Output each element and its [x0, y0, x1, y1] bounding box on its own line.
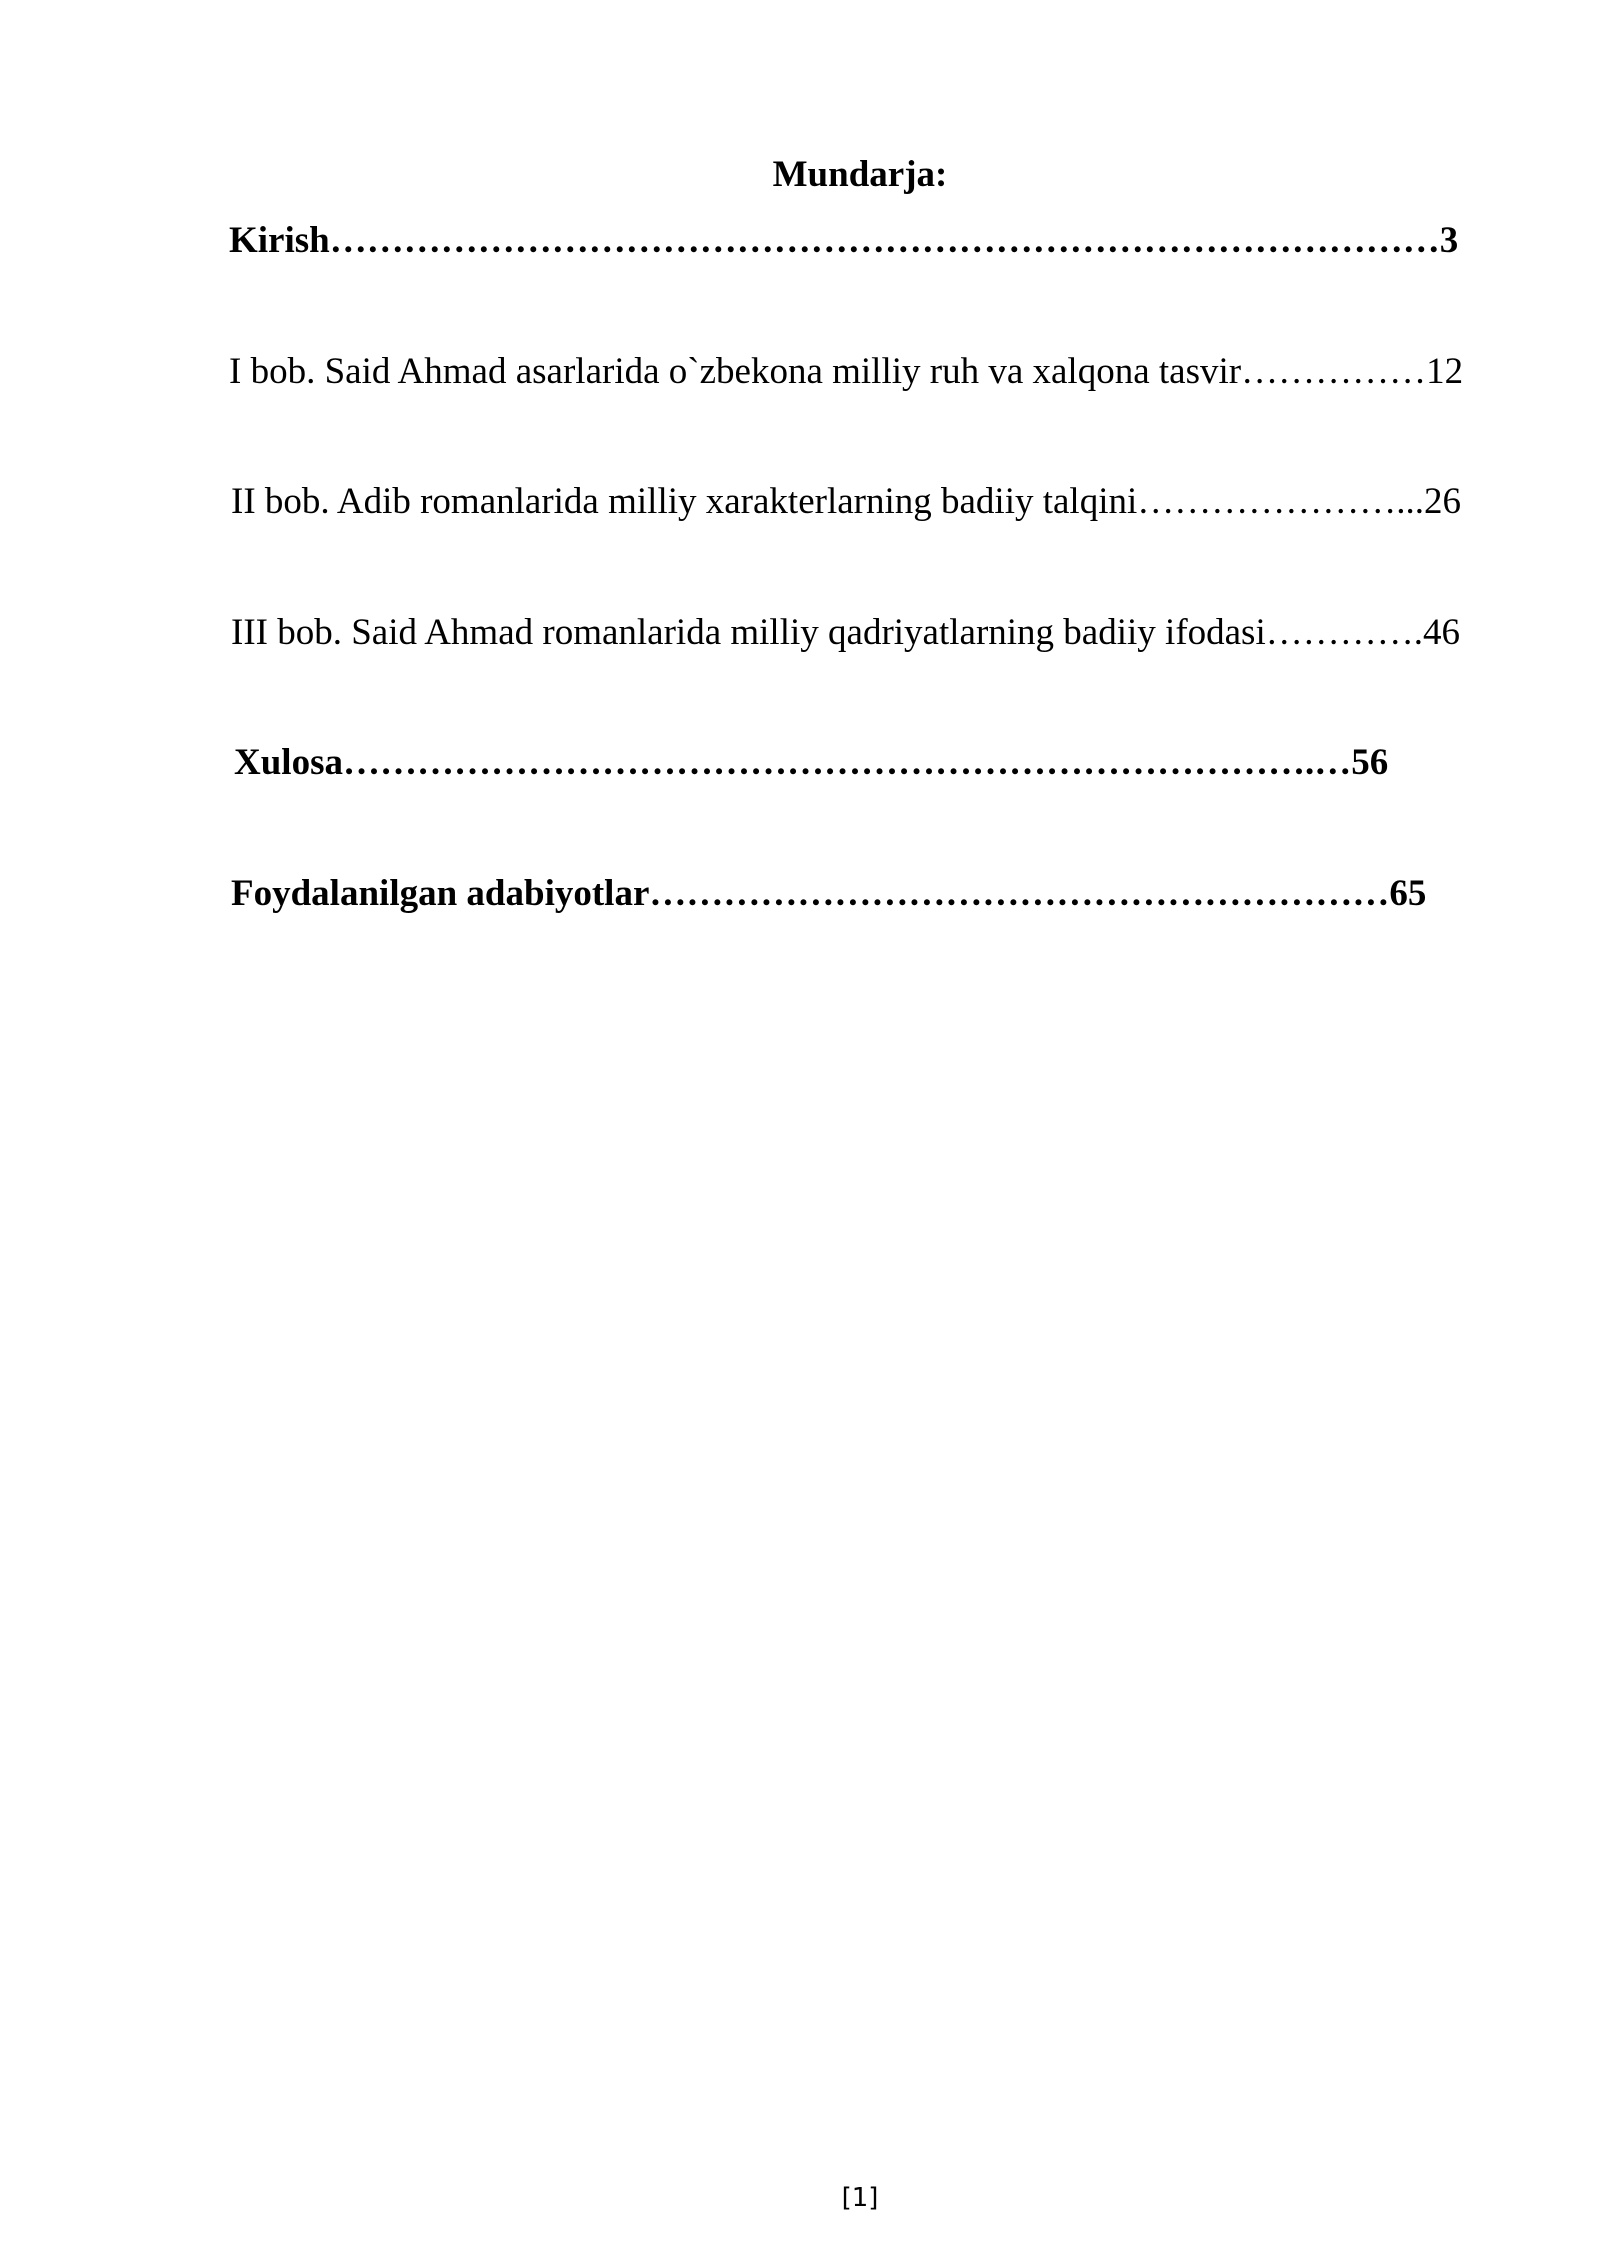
page-number: [1] [841, 2183, 879, 2213]
toc-entry-bibliography: Foydalanilgan adabiyotlar……………………………………………………65 [231, 873, 1427, 914]
toc-title: Mundarja: [772, 154, 948, 195]
toc-entry-kirish: Kirish………………………………………………………………………………3 [229, 220, 1459, 261]
toc-entry-chapter-3: III bob. Said Ahmad romanlarida milliy qadriyatlarning badiiy ifodasi………….46 [231, 612, 1460, 653]
toc-entry-chapter-2: II bob. Adib romanlarida milliy xarakterlarning badiiy talqini…………………...26 [231, 481, 1462, 522]
toc-entry-chapter-1: I bob. Said Ahmad asarlarida o`zbekona milliy ruh va xalqona tasvir……………12 [229, 351, 1464, 392]
toc-entry-xulosa: Xulosa…………………………………………………………………….…56 [234, 742, 1389, 783]
